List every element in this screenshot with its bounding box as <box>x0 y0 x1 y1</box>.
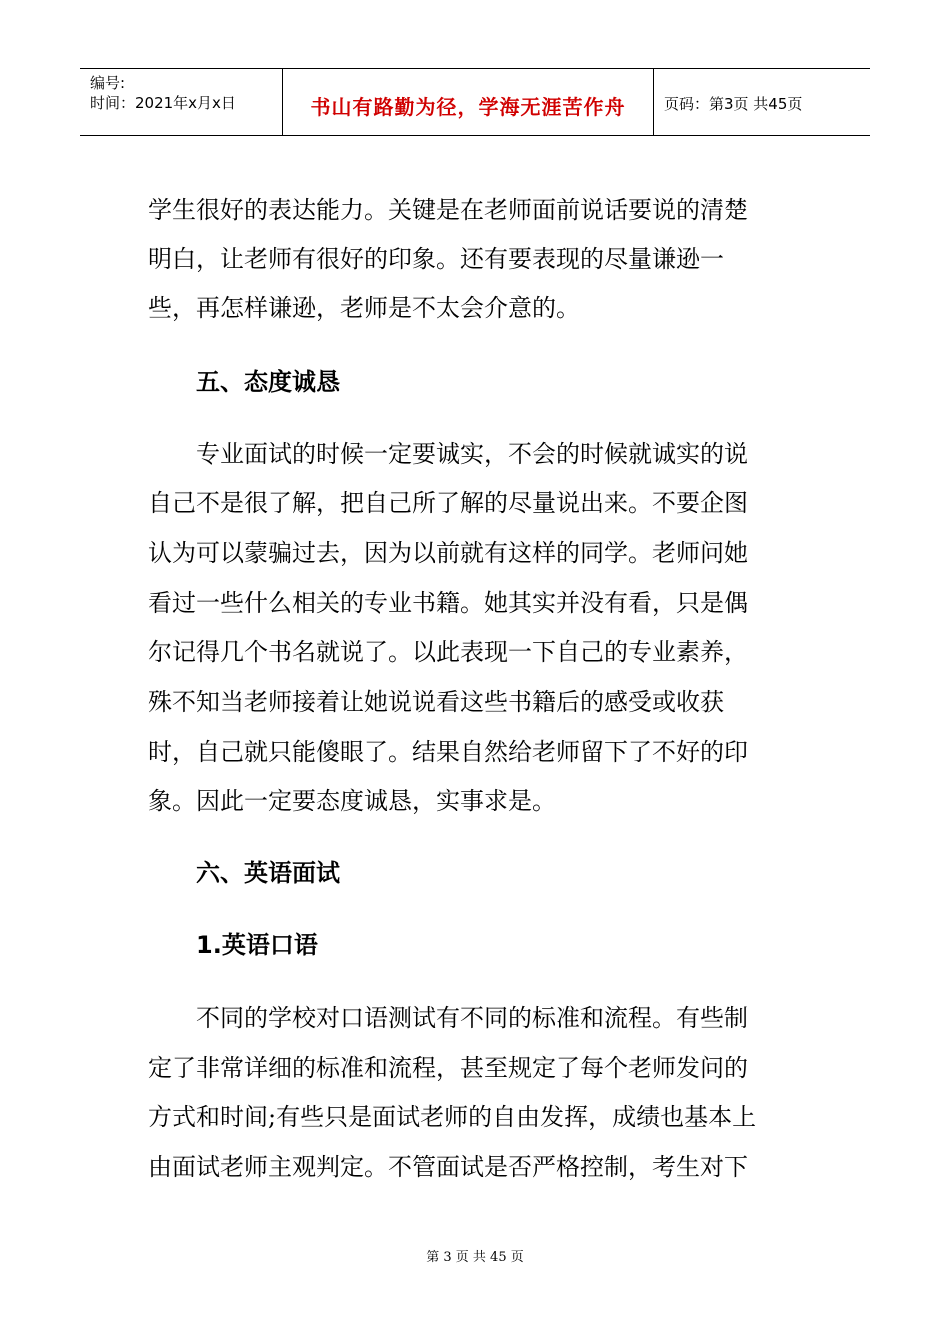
paragraph-line: 学生很好的表达能力。关键是在老师面前说话要说的清楚 <box>148 196 748 224</box>
section-heading: 五、态度诚恳 <box>196 368 340 396</box>
paragraph-line: 由面试老师主观判定。不管面试是否严格控制，考生对下 <box>148 1153 748 1181</box>
section-heading: 六、英语面试 <box>196 859 340 887</box>
paragraph-line: 自己不是很了解，把自己所了解的尽量说出来。不要企图 <box>148 489 748 517</box>
paragraph-line: 专业面试的时候一定要诚实，不会的时候就诚实的说 <box>196 440 748 468</box>
document-header <box>80 68 870 136</box>
paragraph-line: 尔记得几个书名就说了。以此表现一下自己的专业素养， <box>148 638 748 666</box>
header-page-cell <box>654 69 870 135</box>
paragraph-line: 看过一些什么相关的专业书籍。她其实并没有看，只是偶 <box>148 589 748 617</box>
paragraph-line: 不同的学校对口语测试有不同的标准和流程。有些制 <box>196 1004 748 1032</box>
paragraph-line: 象。因此一定要态度诚恳，实事求是。 <box>148 787 556 815</box>
header-meta-cell <box>80 69 282 135</box>
paragraph-line: 明白，让老师有很好的印象。还有要表现的尽量谦逊一 <box>148 245 724 273</box>
header-motto-cell <box>282 69 654 135</box>
time-label: 时间：2021年x月x日 <box>90 94 236 112</box>
paragraph-line: 方式和时间;有些只是面试老师的自由发挥，成绩也基本上 <box>148 1103 757 1131</box>
paragraph-line: 定了非常详细的标准和流程，甚至规定了每个老师发问的 <box>148 1054 748 1082</box>
page-info: 页码：第3页 共45页 <box>664 95 803 113</box>
paragraph-line: 认为可以蒙骗过去，因为以前就有这样的同学。老师问她 <box>148 539 748 567</box>
paragraph-line: 时，自己就只能傻眼了。结果自然给老师留下了不好的印 <box>148 738 748 766</box>
number-label: 编号: <box>90 74 126 92</box>
subsection-heading: 1.英语口语 <box>196 931 318 959</box>
motto-text: 书山有路勤为径，学海无涯苦作舟 <box>310 95 626 119</box>
page-footer: 第 3 页 共 45 页 <box>426 1250 524 1265</box>
paragraph-line: 殊不知当老师接着让她说说看这些书籍后的感受或收获 <box>148 688 724 716</box>
paragraph-line: 些，再怎样谦逊，老师是不太会介意的。 <box>148 294 580 322</box>
